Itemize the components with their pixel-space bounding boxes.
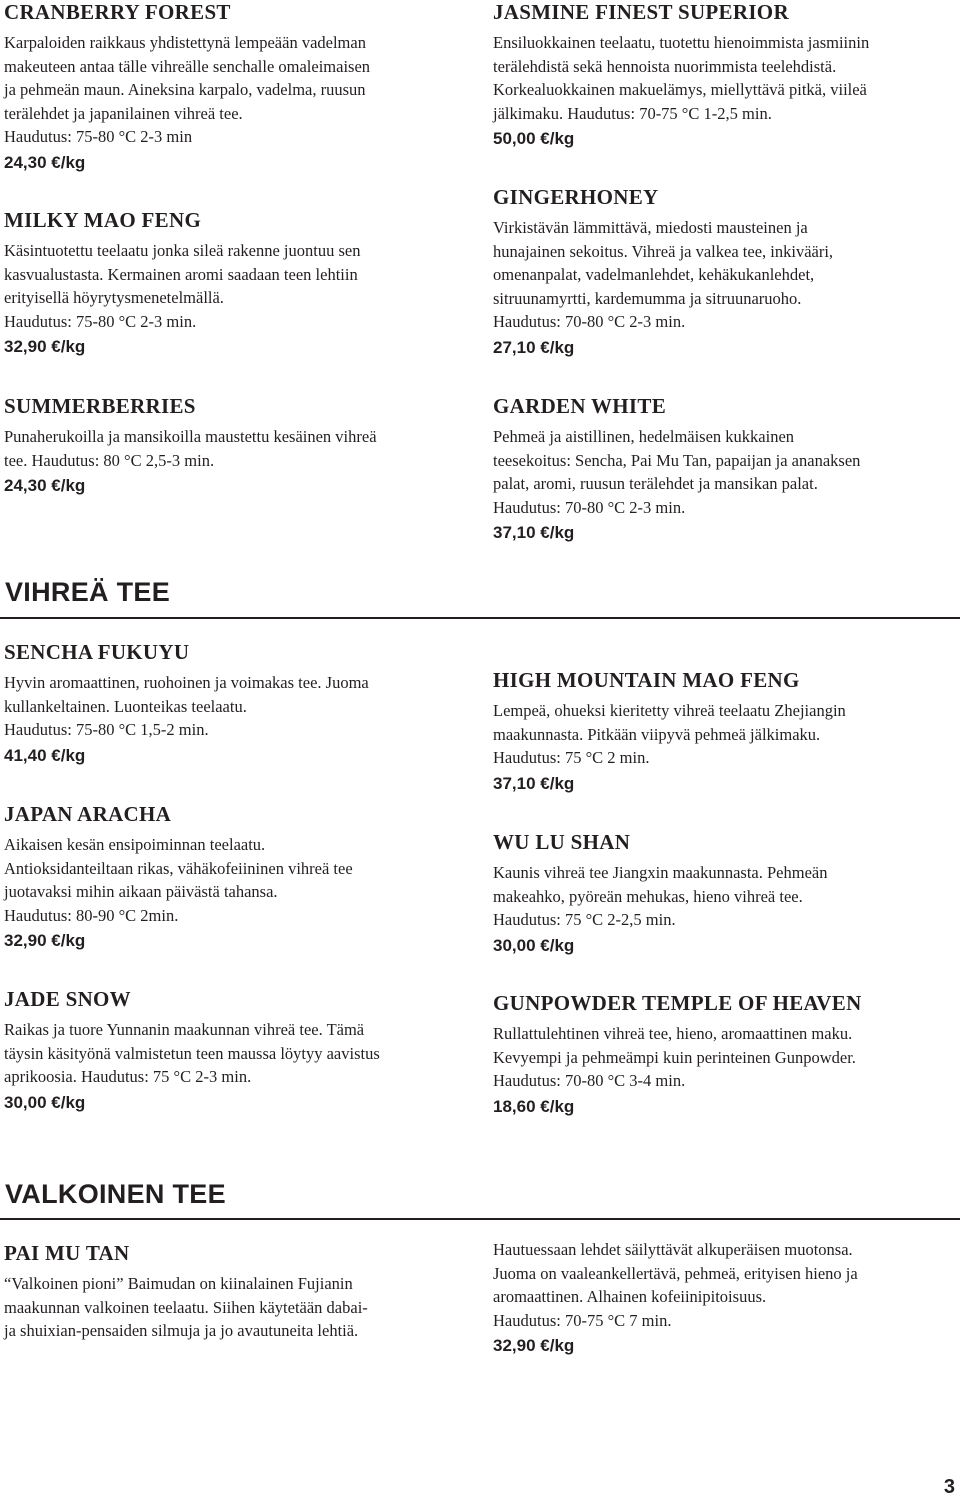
- tea-name: JAPAN ARACHA: [4, 802, 172, 826]
- tea-item-milky-mao-feng: [4, 208, 462, 358]
- tea-item-jasmine-finest-superior: [493, 0, 955, 150]
- tea-price: 30,00 €/kg: [493, 935, 575, 955]
- tea-description: Raikas ja tuore Yunnanin maakunnan vihreä tee. Tämä täysin käsityönä valmistetun teen maussa löytyy aavistus aprikoosia. Haudutus: 75 °C 2-3 min.: [4, 1020, 380, 1086]
- tea-description: Lempeä, ohueksi kieritetty vihreä teelaatu Zhejiangin maakunnasta. Pitkään viipyvä pehmeä jälkimaku. Haudutus: 75 °C 2 min.: [493, 701, 846, 767]
- tea-name: PAI MU TAN: [4, 1241, 130, 1265]
- tea-name: JADE SNOW: [4, 987, 131, 1011]
- tea-item-cranberry-forest: [4, 0, 462, 174]
- tea-price: 27,10 €/kg: [493, 337, 575, 357]
- tea-item-wu-lu-shan: [493, 830, 955, 957]
- tea-name: HIGH MOUNTAIN MAO FENG: [493, 668, 800, 692]
- tea-item-pai-mu-tan-continued: [493, 1238, 955, 1357]
- tea-name: GUNPOWDER TEMPLE OF HEAVEN: [493, 991, 862, 1015]
- tea-name: GARDEN WHITE: [493, 394, 666, 418]
- tea-name: CRANBERRY FOREST: [4, 0, 231, 24]
- tea-price: 37,10 €/kg: [493, 773, 575, 793]
- tea-description: Käsintuotettu teelaatu jonka sileä rakenne juontuu sen kasvualustasta. Kermainen aromi saadaan teen lehtiin erityisellä höyrytysmenetelmällä. Haudutus: 75-80 °C 2-3 min.: [4, 241, 361, 331]
- section-title-vihrea-tee: VIHREÄ TEE: [5, 577, 171, 607]
- tea-name: WU LU SHAN: [493, 830, 631, 854]
- tea-description: Hautuessaan lehdet säilyttävät alkuperäisen muotonsa. Juoma on vaaleankellertävä, pehmeä, erityisen hieno ja aromaattinen. Alhainen kofeiinipitoisuus. Haudutus: 70-75 °C 7 min.: [493, 1240, 858, 1330]
- tea-price: 37,10 €/kg: [493, 523, 575, 542]
- tea-item-summerberries: [4, 394, 462, 497]
- tea-name: JASMINE FINEST SUPERIOR: [493, 0, 789, 24]
- tea-price: 50,00 €/kg: [493, 129, 575, 148]
- page-number: 3: [943, 1476, 955, 1498]
- tea-description: Ensiluokkainen teelaatu, tuotettu hienoimmista jasmiinin terälehdistä sekä hennoista nuorimmista teelehdistä. Korkealuokkainen makuelämys, miellyttävä pitkä, viileä jälkimaku. Haudutus: 70-75 °C 1-2,5 min.: [493, 33, 870, 123]
- tea-description: Pehmeä ja aistillinen, hedelmäisen kukkainen teesekoitus: Sencha, Pai Mu Tan, papaijan ja ananaksen palat, aromi, ruusun terälehdet ja mansikan palat. Haudutus: 70-80 °C 2-3 min.: [493, 427, 861, 517]
- tea-description: Punaherukoilla ja mansikoilla maustettu kesäinen vihreä tee. Haudutus: 80 °C 2,5-3 min.: [4, 427, 377, 470]
- tea-name: SENCHA FUKUYU: [4, 640, 190, 664]
- tea-item-pai-mu-tan: [4, 1241, 462, 1343]
- tea-name: SUMMERBERRIES: [4, 394, 196, 418]
- section-divider: [0, 1218, 960, 1220]
- tea-item-high-mountain-mao-feng: [493, 668, 955, 795]
- tea-description: Hyvin aromaattinen, ruohoinen ja voimakas tee. Juoma kullankeltainen. Luonteikas teelaatu. Haudutus: 75-80 °C 1,5-2 min.: [4, 673, 369, 739]
- tea-description: Rullattulehtinen vihreä tee, hieno, aromaattinen maku. Kevyempi ja pehmeämpi kuin perinteinen Gunpowder. Haudutus: 70-80 °C 3-4 min.: [493, 1024, 856, 1090]
- tea-price: 32,90 €/kg: [4, 931, 86, 950]
- section-divider: [0, 617, 960, 619]
- tea-price: 30,00 €/kg: [4, 1092, 86, 1112]
- tea-description: Kaunis vihreä tee Jiangxin maakunnasta. Pehmeän makeahko, pyöreän mehukas, hieno vihreä tee. Haudutus: 75 °C 2-2,5 min.: [493, 863, 828, 929]
- tea-description: “Valkoinen pioni” Baimudan on kiinalainen Fujianin maakunnan valkoinen teelaatu. Siihen käytetään dabai- ja shuixian-pensaiden silmuja ja jo avautuneita lehtiä.: [4, 1274, 368, 1340]
- tea-price: 24,30 €/kg: [4, 152, 86, 172]
- tea-price: 32,90 €/kg: [4, 337, 86, 356]
- tea-price: 41,40 €/kg: [4, 745, 86, 765]
- tea-description: Virkistävän lämmittävä, miedosti mausteinen ja hunajainen sekoitus. Vihreä ja valkea tee, inkivääri, omenanpalat, vadelmanlehdet, kehäkukanlehdet, sitruunamyrtti, kardemumma ja sitruunaruoho. Haudutus: 70-80 °C 2-3 min.: [493, 218, 834, 331]
- tea-item-gingerhoney: [493, 185, 955, 359]
- section-title-valkoinen-tee: VALKOINEN TEE: [5, 1179, 226, 1209]
- tea-item-garden-white: [493, 394, 955, 544]
- tea-price: 24,30 €/kg: [4, 476, 86, 495]
- tea-name: GINGERHONEY: [493, 185, 659, 209]
- tea-description: Karpaloiden raikkaus yhdistettynä lempeään vadelman makeuteen antaa tälle vihreälle senchalle omaleimaisen ja pehmeän maun. Aineksina karpalo, vadelma, ruusun terälehdet ja japanilainen vihreä tee. Haudutus: 75-80 °C 2-3 min: [4, 33, 371, 146]
- tea-item-sencha-fukuyu: [4, 640, 462, 767]
- tea-price: 32,90 €/kg: [493, 1336, 575, 1355]
- tea-item-jade-snow: [4, 987, 462, 1114]
- tea-price: 18,60 €/kg: [493, 1096, 575, 1116]
- tea-name: MILKY MAO FENG: [4, 208, 202, 232]
- tea-item-japan-aracha: [4, 802, 462, 952]
- tea-description: Aikaisen kesän ensipoiminnan teelaatu. Antioksidanteiltaan rikas, vähäkofeiininen vihreä tee juotavaksi mihin aikaan päivästä tahansa. Haudutus: 80-90 °C 2min.: [4, 835, 353, 925]
- tea-item-gunpowder-temple-of-heaven: [493, 991, 955, 1118]
